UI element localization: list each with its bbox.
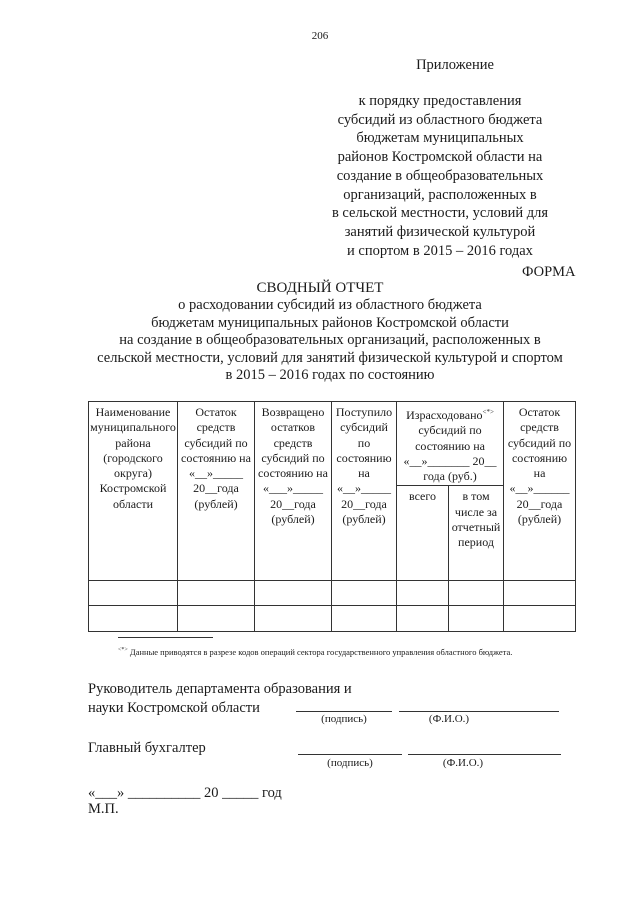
appendix-line: занятий физической культурой [344, 223, 536, 240]
table-cell [89, 581, 178, 606]
table-cell [89, 606, 178, 632]
appendix-line: бюджетам муниципальных [356, 130, 524, 147]
table-cell [504, 581, 576, 606]
accountant-label: Главный бухгалтер [88, 740, 206, 756]
appendix-line: организаций, расположенных в [343, 186, 537, 203]
table-cell [332, 606, 397, 632]
footnote-marker: <*> [482, 408, 494, 416]
header-spent-total: всего [397, 486, 449, 581]
form-label: ФОРМА [522, 264, 576, 280]
table-header-row [89, 402, 576, 486]
accountant-signature-line [298, 754, 402, 755]
page-number: 206 [311, 30, 329, 42]
appendix-text [320, 92, 560, 260]
footnote [118, 647, 512, 657]
appendix-line: в сельской местности, условий для [331, 205, 549, 222]
accountant-signature-caption: (подпись) [327, 757, 373, 769]
table-cell [332, 581, 397, 606]
table-cell [449, 606, 504, 632]
header-returned: Возвращено остатков средств субсидий по состоянию на «___»_____ 20__года (рублей) [255, 402, 332, 581]
appendix-line: к порядку предоставления [358, 93, 522, 109]
header-municipality: Наименование муниципального района (городского округа) Костромской области [89, 402, 178, 581]
subtitle-line: в 2015 – 2016 годах по состоянию [225, 367, 435, 384]
table-cell [178, 606, 255, 632]
subtitle-line: на создание в общеобразовательных организаций, расположенных в [119, 332, 541, 349]
subtitle-line: бюджетам муниципальных районов Костромской области [151, 314, 509, 331]
table-cell [255, 581, 332, 606]
footnote-text: Данные приводятся в разрезе кодов операций сектора государственного управления областного бюджета. [127, 647, 513, 657]
appendix-line: и спортом в 2015 – 2016 годах [347, 242, 533, 259]
header-spent [397, 402, 504, 486]
appendix-line: создание в общеобразовательных [336, 167, 544, 184]
appendix-line: районов Костромской области на [337, 149, 543, 166]
table-cell [255, 606, 332, 632]
stamp-place-label: М.П. [88, 801, 119, 817]
header-spent-sub: субсидий по состоянию на «__»_______ 20__ года (руб.) [403, 423, 497, 484]
report-subtitle [70, 297, 590, 385]
table-row [89, 606, 576, 632]
appendix-line: субсидий из областного бюджета [337, 111, 543, 128]
table-cell [504, 606, 576, 632]
subtitle-line: о расходовании субсидий из областного бюджета [178, 297, 482, 313]
appendix-title: Приложение [416, 57, 494, 73]
footnote-marker: <*> [118, 647, 128, 654]
footnote-divider [118, 637, 213, 638]
subtitle-line: сельской местности, условий для занятий физической культурой и спортом [97, 349, 563, 366]
header-balance-start: Остаток средств субсидий по состоянию на «__»_____ 20__года (рублей) [178, 402, 255, 581]
head-signature-caption: (подпись) [321, 713, 367, 725]
head-name-line [399, 711, 559, 712]
table-row [89, 581, 576, 606]
head-signatory-label: Руководитель департамента образования и науки Костромской области [88, 681, 352, 716]
report-table [88, 401, 576, 632]
accountant-name-caption: (Ф.И.О.) [442, 757, 484, 769]
header-spent-title: Израсходовано [406, 408, 483, 422]
header-received: Поступило субсидий по состоянию на «__»_____ 20__года (рублей) [332, 402, 397, 581]
header-spent-period: в том числе за отчетный период [449, 486, 504, 581]
head-signature-line [296, 711, 392, 712]
header-balance-end: Остаток средств субсидий по состоянию на «__»______ 20__года (рублей) [504, 402, 576, 581]
table-cell [397, 581, 449, 606]
head-name-caption: (Ф.И.О.) [428, 713, 470, 725]
date-line: «___» __________ 20 _____ год [88, 785, 282, 801]
table-cell [397, 606, 449, 632]
accountant-name-line [408, 754, 561, 755]
table-cell [178, 581, 255, 606]
table-cell [449, 581, 504, 606]
report-title: СВОДНЫЙ ОТЧЕТ [256, 280, 384, 296]
